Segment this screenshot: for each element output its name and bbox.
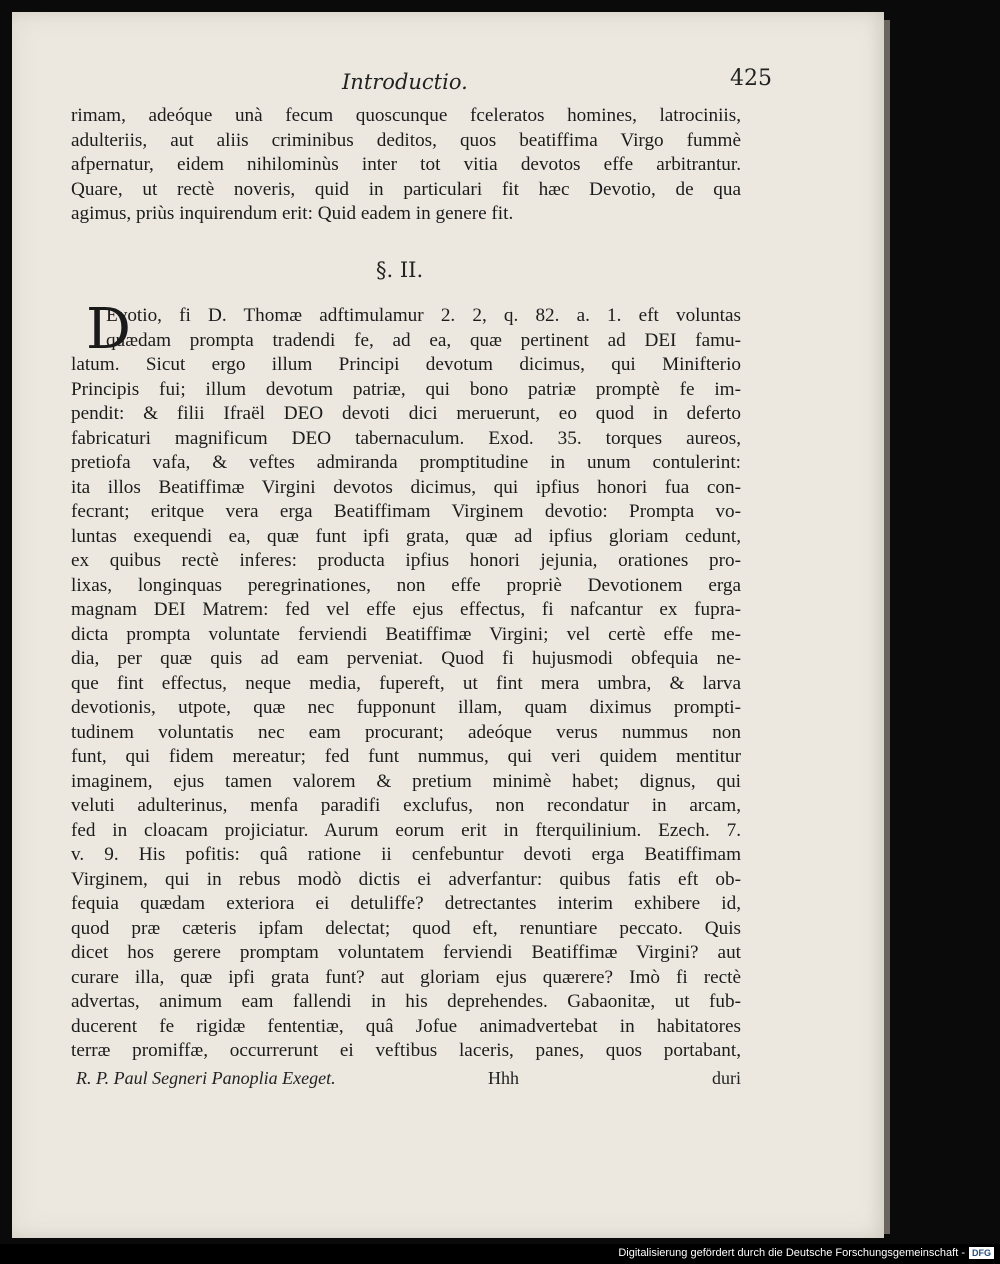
text-line: advertas, animum eam fallendi in his deprehendes. Gabaonitæ, ut fub- (71, 991, 741, 1012)
paragraph-continuation (71, 104, 741, 227)
text-line: quædam prompta tradendi fe, ad ea, quæ pertinent ad DEI famu- (106, 329, 741, 351)
text-line: fabricaturi magnificum DEO tabernaculum. Exod. 35. torques aureos, (71, 427, 741, 449)
text-line: veluti adulterinus, menfa paradifi exclufus, non recondatur in arcam, (71, 795, 741, 816)
footer-author: R. P. Paul Segneri Panoplia Exeget. (76, 1068, 336, 1088)
text-line: pretiofa vafa, & veftes admiranda promptitudine in unum contulerint: (71, 452, 741, 473)
text-line: Principis fui; illum devotum patriæ, qui bono patriæ promptè fe im- (71, 378, 741, 400)
text-line: quod præ cæteris ipfam delectat; quod eft, renuntiare peccato. Quis (71, 917, 741, 939)
section-title: §. II. (376, 258, 424, 282)
page-number: 425 (730, 66, 772, 91)
credit-text: Digitalisierung gefördert durch die Deutsche Forschungsgemeinschaft - (618, 1247, 965, 1259)
page-header (72, 66, 772, 100)
dfg-logo: DFG (969, 1247, 994, 1259)
text-line: latum. Sicut ergo illum Principi devotum dicimus, qui Minifterio (71, 354, 741, 375)
text-line: dia, per quæ quis ad eam perveniat. Quod fi hujusmodi obfequia ne- (71, 648, 741, 669)
text-line: ita illos Beatiffimæ Virgini devotos dicimus, qui ipfius honori fua con- (71, 476, 741, 498)
text-line: pendit: & filii Ifraël DEO devoti dici meruerunt, eo quod in deferto (71, 403, 741, 424)
page-edge (884, 20, 890, 1234)
catchword: duri (712, 1068, 741, 1088)
text-line: lixas, longinquas peregrinationes, non effe propriè Devotionem erga (71, 574, 741, 596)
digitization-credit (618, 1244, 994, 1262)
text-line: fecrant; eritque vera erga Beatiffimam Virginem devotio: Prompta vo- (71, 501, 741, 522)
page-footer (76, 1068, 741, 1094)
text-line: magnam DEI Matrem: fed vel effe ejus effectus, fi nafcantur ex fupra- (71, 599, 741, 620)
text-line: v. 9. His pofitis: quâ ratione ii cenfebuntur devoti erga Beatiffimam (71, 844, 741, 865)
text-line: afpernatur, eidem nihilominùs inter tot vitia devotos effe arbitrantur. (71, 154, 741, 175)
text-line: Quare, ut rectè noveris, quid in particulari fit hæc Devotio, de qua (71, 178, 741, 200)
text-line: dicta prompta voluntate ferviendi Beatiffimæ Virgini; vel certè effe me- (71, 623, 741, 645)
text-line: terræ promiffæ, occurrerunt ei veftibus laceris, panes, quos portabant, (71, 1040, 741, 1061)
drop-cap: D (86, 297, 131, 362)
signature-mark: Hhh (488, 1068, 519, 1088)
text-line: dicet hos gerere promptam voluntatem ferviendi Beatiffimæ Virgini? aut (71, 942, 741, 963)
running-head: Introductio. (342, 70, 468, 94)
text-line: fequia quædam exteriora ei detuliffe? detrectantes interim exhibere id, (71, 893, 741, 914)
paragraph-section-2 (71, 297, 741, 1064)
text-line: ducerent fe rigidæ fententiæ, quâ Jofue animadvertebat in habitatores (71, 1015, 741, 1037)
text-line: Virginem, qui in rebus modò dictis ei adverfantur: quibus fatis eft ob- (71, 868, 741, 890)
text-line: curare illa, quæ ipfi grata funt? aut gloriam ejus quærere? Imò fi rectè (71, 966, 741, 988)
text-line: tudinem voluntatis nec eam procurant; adeóque verus nummus non (71, 721, 741, 743)
text-line: Evotio, fi D. Thomæ adftimulamur 2. 2, q. 82. a. 1. eft voluntas (106, 305, 741, 326)
text-line: agimus, priùs inquirendum erit: Quid eadem in genere fit. (71, 203, 514, 224)
text-line: ex quibus rectè inferes: producta ipfius honori jejunia, orationes pro- (71, 550, 741, 571)
text-line: imaginem, ejus tamen valorem & pretium minimè habet; dignus, qui (71, 770, 741, 792)
text-line: que fint effectus, neque media, fupereft, ut fint mera umbra, & larva (71, 672, 741, 694)
text-line: rimam, adeóque unà fecum quoscunque fceleratos homines, latrociniis, (71, 105, 741, 126)
text-line: adulteriis, aut aliis criminibus deditos, quos beatiffima Virgo fummè (71, 129, 741, 151)
text-line: devotionis, utpote, quæ nec fupponunt illam, quam diximus prompti- (71, 697, 741, 718)
text-line: funt, qui fidem mereatur; fed funt nummus, qui veri quidem mentitur (71, 746, 741, 767)
text-line: luntas exequendi ea, quæ funt ipfi grata, quæ ad ipfius gloriam cedunt, (71, 525, 741, 547)
text-line: fed in cloacam projiciatur. Aurum eorum erit in fterquilinium. Ezech. 7. (71, 819, 741, 841)
